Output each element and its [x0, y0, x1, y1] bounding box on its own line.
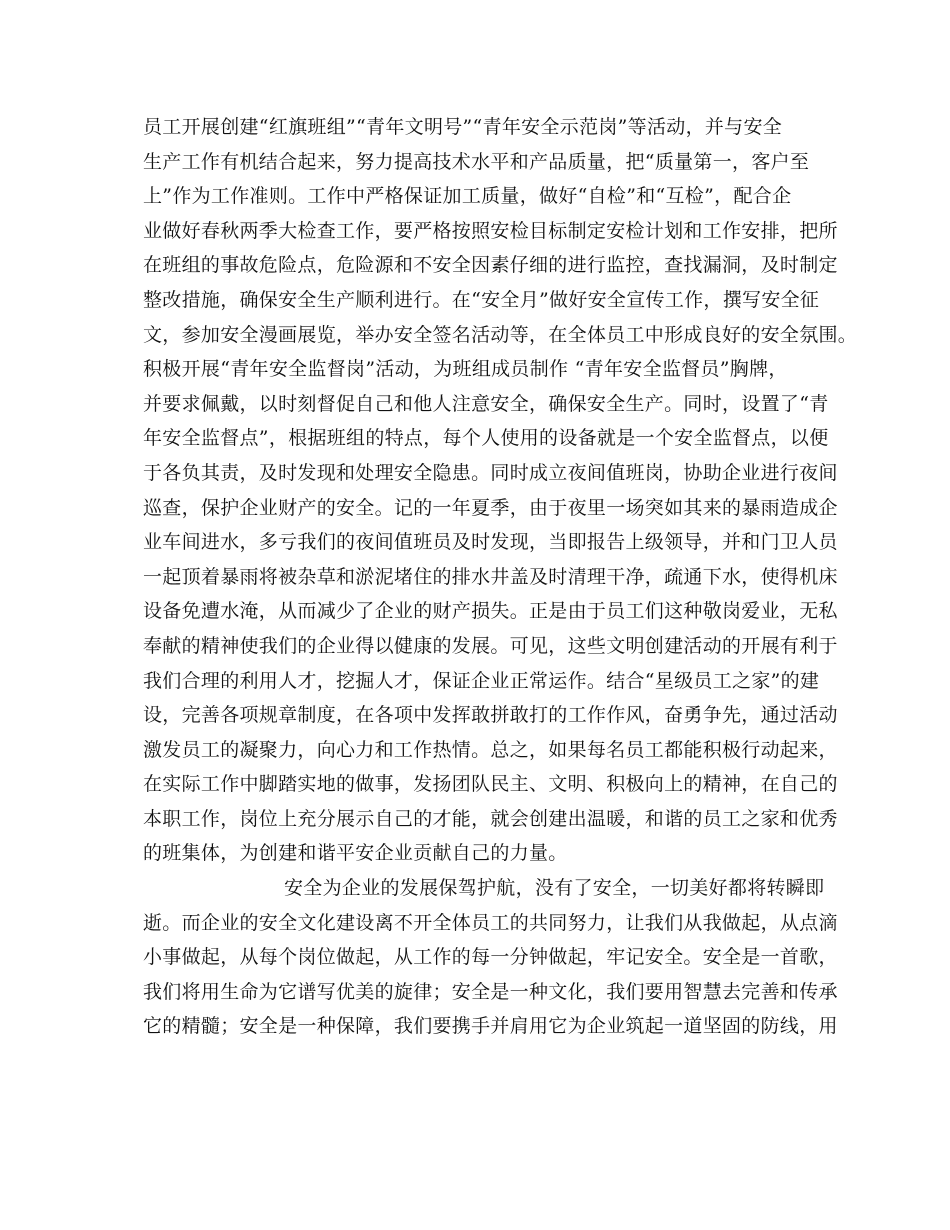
text-line: 设备免遭水淹，从而减少了企业的财产损失。正是由于员工们这种敬岗爱业，无私: [143, 600, 838, 623]
text-line: 整改措施，确保安全生产顺利进行。在“安全月”做好安全宣传工作，撰写安全征: [143, 288, 820, 311]
text-line: 激发员工的凝聚力，向心力和工作热情。总之，如果每名员工都能积极行动起来，: [143, 738, 838, 761]
body-text: [143, 110, 858, 1044]
text-line: 积极开展“青年安全监督岗”活动，为班组成员制作 “青年安全监督员”胸牌，: [143, 358, 788, 381]
text-line: 在班组的事故危险点，危险源和不安全因素仔细的进行监控，查找漏洞，及时制定: [143, 254, 838, 277]
text-line: 于各负其责，及时发现和处理安全隐患。同时成立夜间值班岗，协助企业进行夜间: [143, 461, 838, 484]
text-line: 一起顶着暴雨将被杂草和淤泥堵住的排水井盖及时清理干净，疏通下水，使得机床: [143, 565, 838, 588]
text-line: 业车间进水，多亏我们的夜间值班员及时发现，当即报告上级领导，并和门卫人员: [143, 531, 838, 554]
text-line: 并要求佩戴，以时刻督促自己和他人注意安全，确保安全生产。同时，设置了“青: [143, 392, 829, 415]
text-line: 文，参加安全漫画展览，举办安全签名活动等，在全体员工中形成良好的安全氛围。: [143, 323, 858, 346]
text-line: 上”作为工作准则。工作中严格保证加工质量，做好“自检”和“互检”，配合企: [143, 185, 792, 208]
text-line: 巡查，保护企业财产的安全。记的一年夏季，由于夜里一场突如其来的暴雨造成企: [143, 496, 838, 519]
text-line: 的班集体，为创建和谐平安企业贡献自己的力量。: [143, 842, 568, 865]
text-line: 奉献的精神使我们的企业得以健康的发展。可见，这些文明创建活动的开展有利于: [143, 634, 838, 657]
text-line: 我们将用生命为它谱写优美的旋律；安全是一种文化，我们要用智慧去完善和传承: [143, 980, 838, 1003]
text-line: 逝。而企业的安全文化建设离不开全体员工的共同努力，让我们从我做起，从点滴: [143, 911, 838, 934]
text-line: 我们合理的利用人才，挖掘人才，保证企业正常运作。结合“星级员工之家”的建: [143, 669, 820, 692]
text-line: 小事做起，从每个岗位做起，从工作的每一分钟做起，牢记安全。安全是一首歌，: [143, 946, 838, 969]
paragraph-first-line: 安全为企业的发展保驾护航，没有了安全，一切美好都将转瞬即: [284, 877, 825, 900]
text-line: 在实际工作中脚踏实地的做事，发扬团队民主、文明、积极向上的精神，在自己的: [143, 773, 838, 796]
text-line: 业做好春秋两季大检查工作，要严格按照安检目标制定安检计划和工作安排，把所: [143, 219, 838, 242]
text-line: 它的精髓；安全是一种保障，我们要携手并肩用它为企业筑起一道坚固的防线，用: [143, 1015, 838, 1038]
text-line: 本职工作，岗位上充分展示自己的才能，就会创建出温暖，和谐的员工之家和优秀: [143, 807, 838, 830]
text-line: 生产工作有机结合起来，努力提高技术水平和产品质量，把“质量第一，客户至: [143, 150, 810, 173]
text-line: 员工开展创建“红旗班组”“青年文明号”“青年安全示范岗”等活动，并与安全: [143, 116, 783, 138]
text-line: 年安全监督点”，根据班组的特点，每个人使用的设备就是一个安全监督点，以便: [143, 427, 829, 450]
text-line: 设，完善各项规章制度，在各项中发挥敢拼敢打的工作作风，奋勇争先，通过活动: [143, 704, 838, 727]
